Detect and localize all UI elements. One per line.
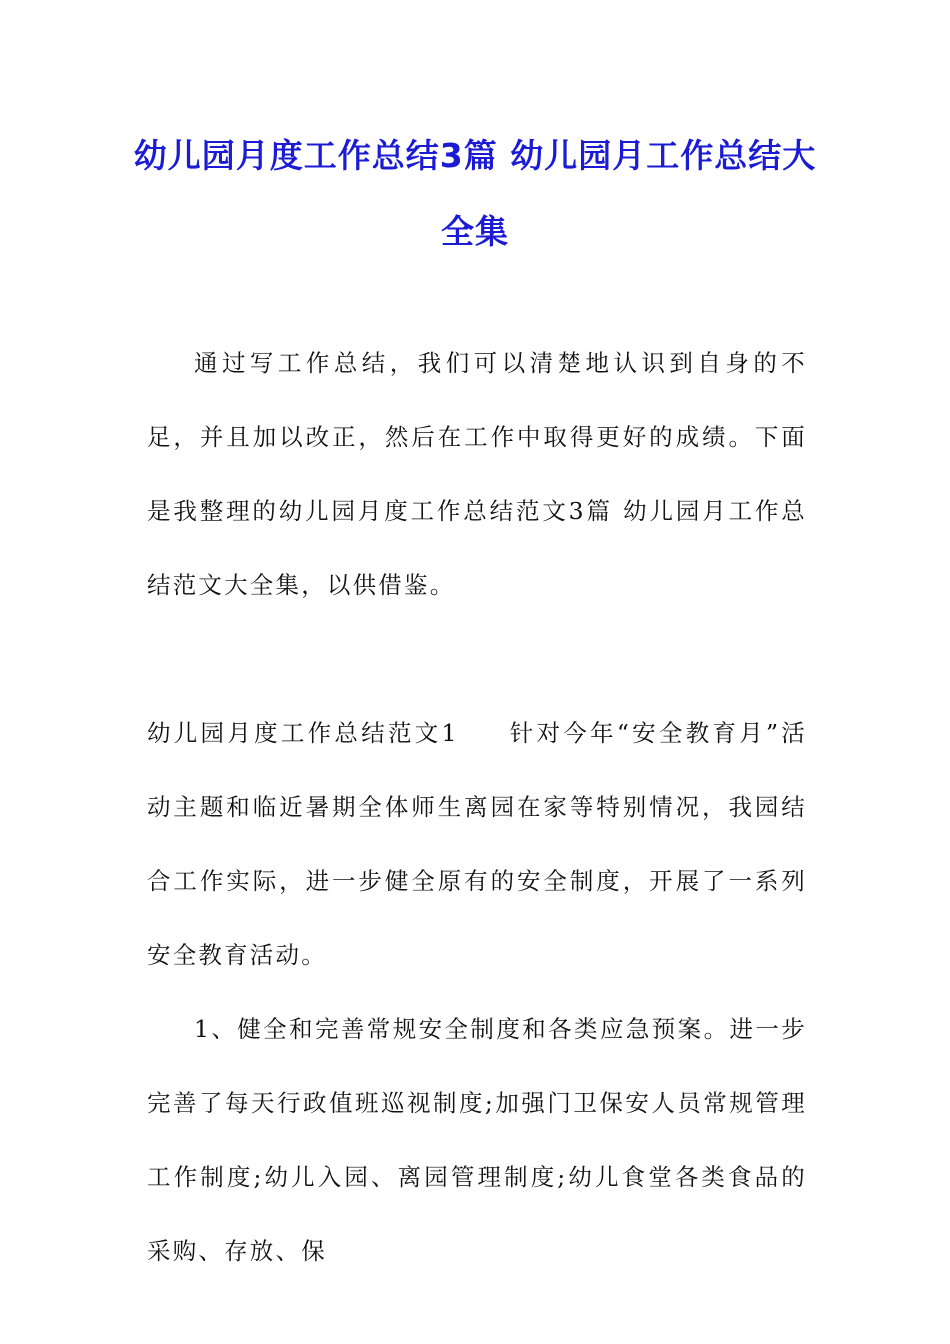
document-title: 幼儿园月度工作总结3篇 幼儿园月工作总结大全集	[133, 136, 817, 251]
item-1-paragraph	[147, 992, 807, 1288]
sample-1-heading: 幼儿园月度工作总结范文1	[147, 719, 459, 747]
intro-paragraph	[147, 326, 807, 622]
item-1-text: 1、健全和完善常规安全制度和各类应急预案。进一步完善了每天行政值班巡视制度;加强门卫保安人员常规管理工作制度;幼儿入园、离园管理制度;幼儿食堂各类食品的采购、存放、保	[147, 1015, 807, 1265]
sample-1-paragraph	[147, 696, 807, 992]
intro-paragraph-text: 通过写工作总结，我们可以清楚地认识到自身的不足，并且加以改正，然后在工作中取得更好的成绩。下面是我整理的幼儿园月度工作总结范文3篇 幼儿园月工作总结范文大全集，以供借鉴。	[147, 349, 807, 599]
sample-1-text: 针对今年“安全教育月”活动主题和临近暑期全体师生离园在家等特别情况，我园结合工作实际，进一步健全原有的安全制度，开展了一系列安全教育活动。	[147, 719, 807, 969]
